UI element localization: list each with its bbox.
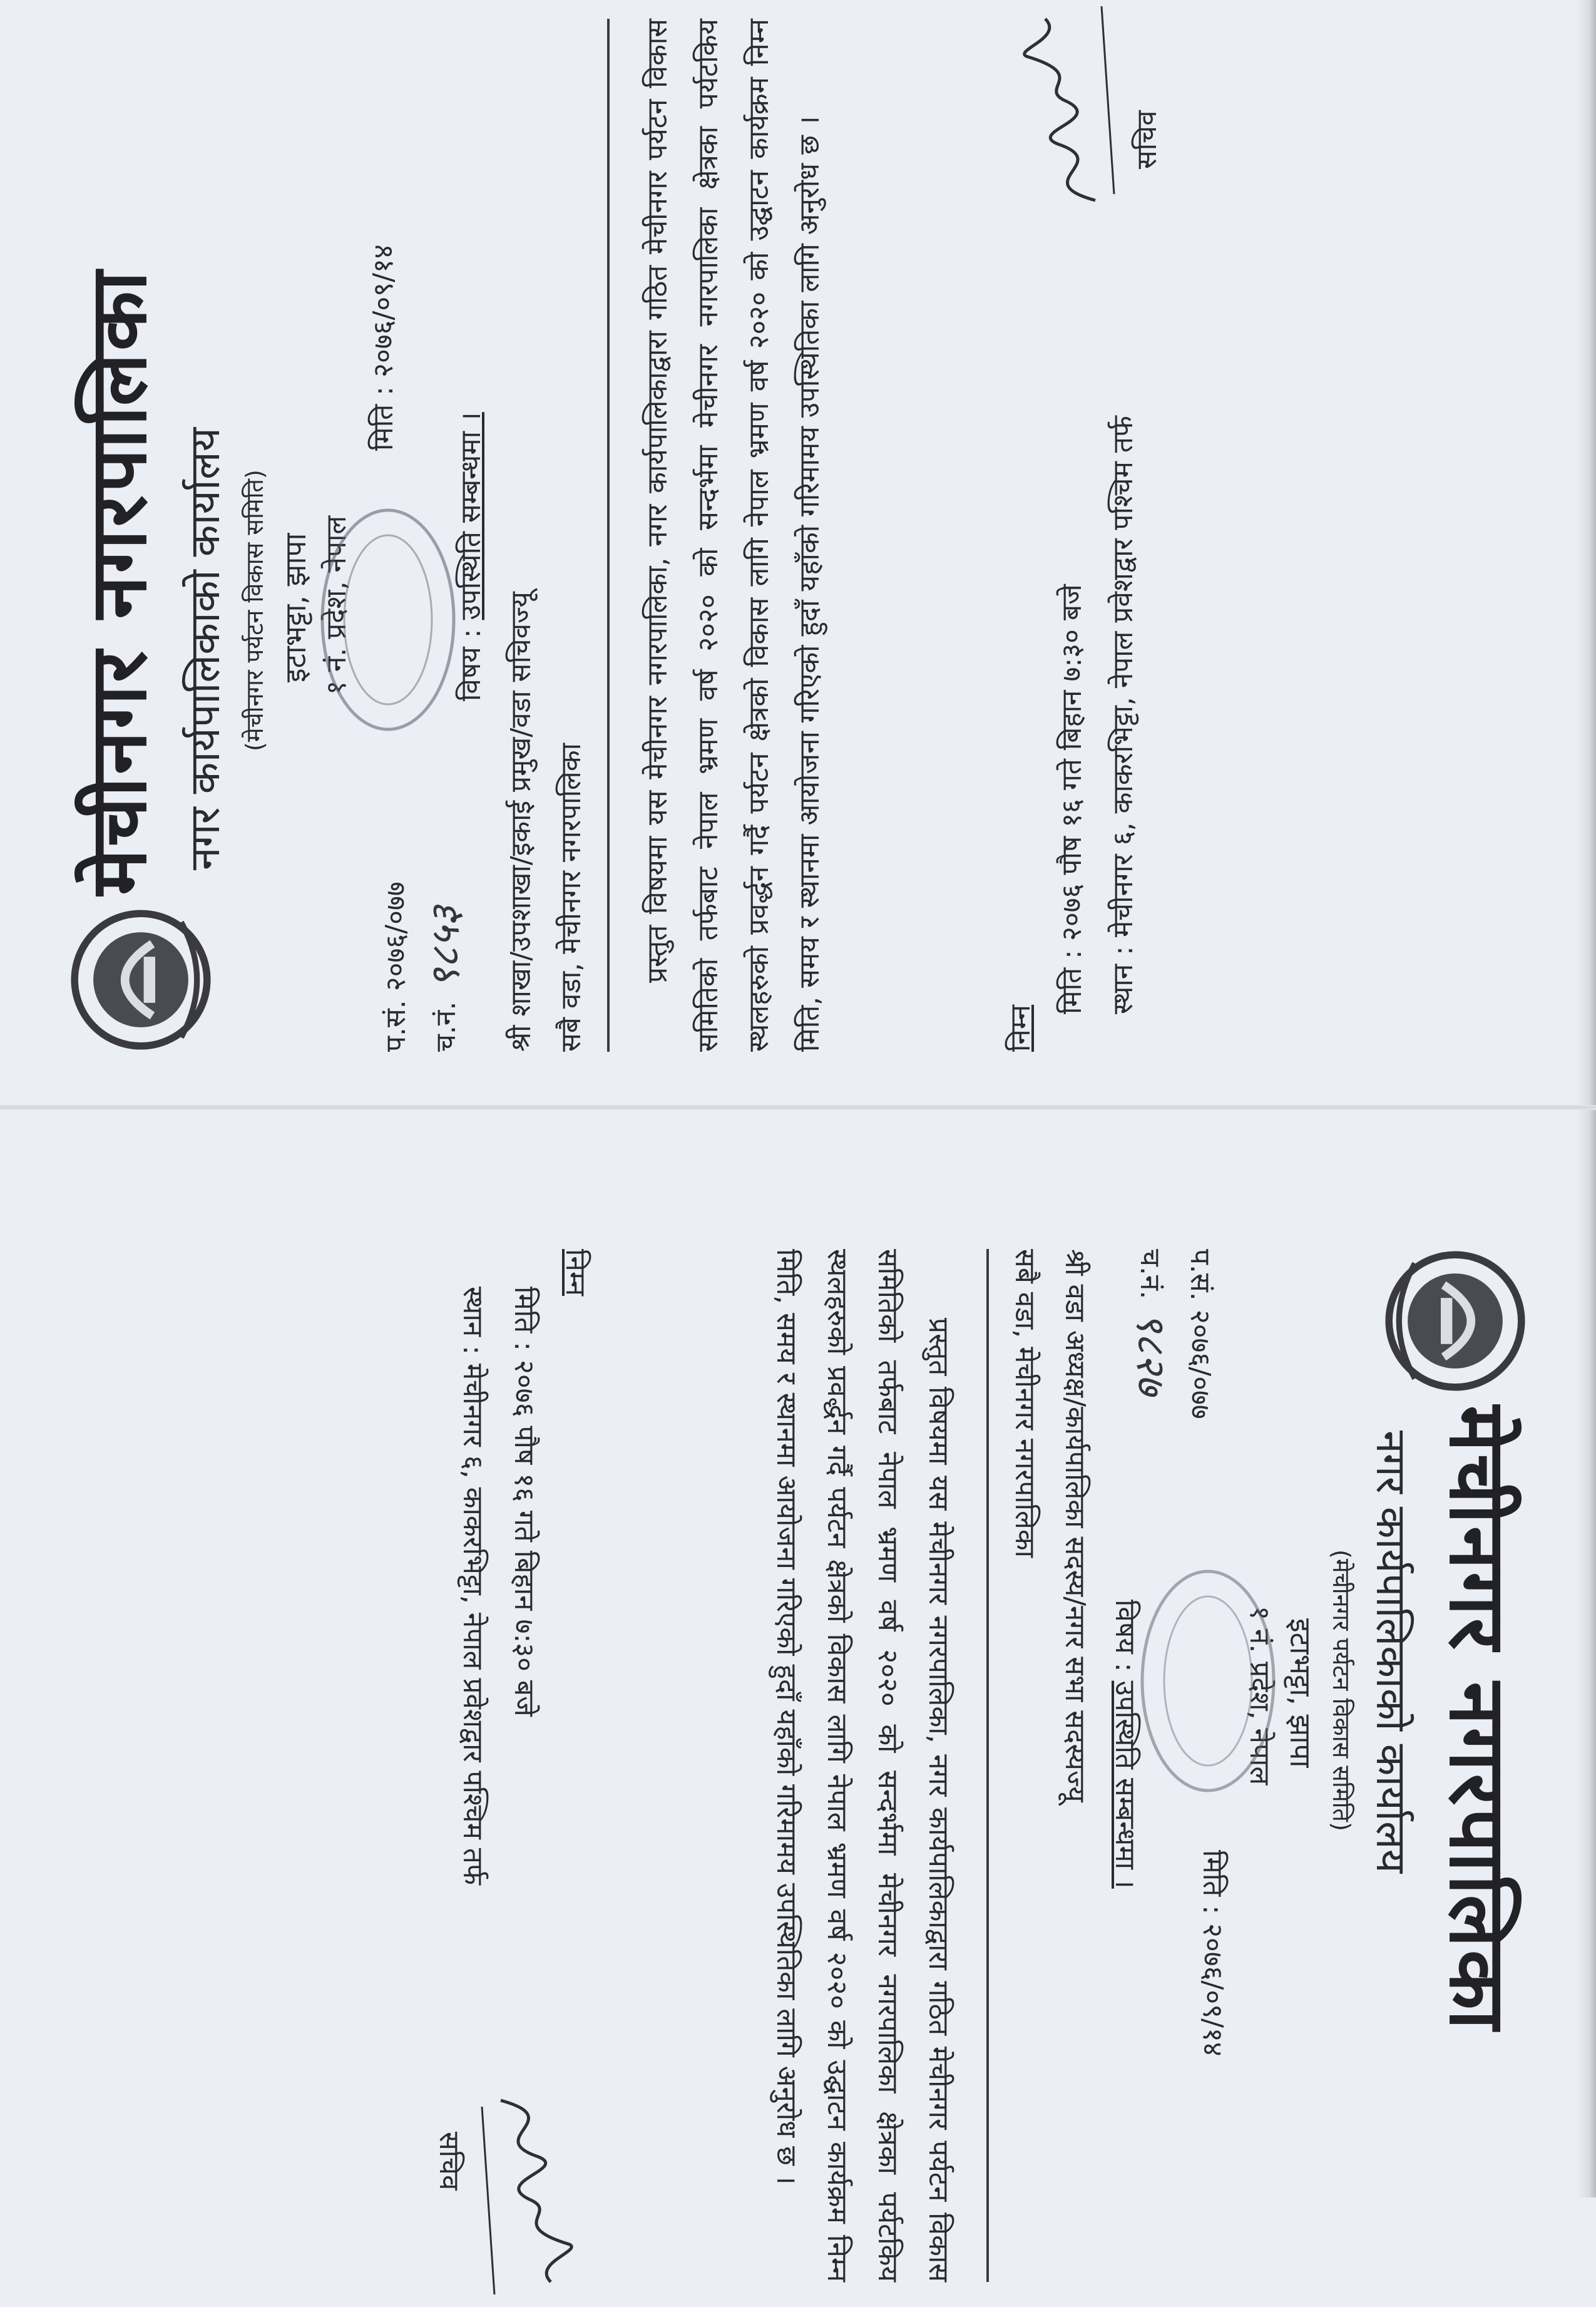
letter-date: मिति : २०७६/०९/१४ [367,244,399,451]
office-town: इटाभट्टा, झापा [279,533,312,682]
secretary-label: सचिव [433,2132,465,2191]
dispatch-number-handwritten: ९८२७ [1127,1312,1174,1395]
office-name: नगर कार्यपालिकाको कार्यालय [181,428,229,870]
committee-name: (मेचीनगर पर्यटन विकास समिति) [1327,1549,1355,1831]
letter-subject: विषय : उपस्थिति सम्बन्धमा । [455,412,487,701]
letter-upper [50,0,1571,1089]
letter-lower [25,1211,1546,2301]
event-date: मिति : २०७६ पौष १६ गते बिहान ७:३० बजे [508,1287,540,1717]
municipality-title: मेचीनगर नगरपालिका [1432,1405,1522,2032]
secretary-label: सचिव [1131,110,1163,169]
list-heading: निम्न [1005,1004,1036,1052]
divider [986,1249,989,2282]
office-province: १ नं. प्रदेश, नेपाल [1244,1606,1276,1785]
dispatch-number-label: च.नं. [430,1001,462,1052]
office-stamp-icon [313,501,463,739]
letter-date: मिति : २०७६/०९/१४ [1197,1850,1229,2057]
event-date: मिति : २०७६ पौष १६ गते बिहान ७:३० बजे [1056,584,1088,1014]
municipality-title: मेचीनगर नगरपालिका [74,269,164,895]
addressee-line-2: सबै वडा, मेचीनगर नगरपालिका [1009,1249,1041,1558]
list-heading: निम्न [560,1249,591,1297]
dispatch-number-label: च.नं. [1134,1249,1166,1300]
event-details [995,416,1149,1052]
addressee-line-1: श्री वडा अध्यक्ष/कार्यपालिका सदस्य/नगर सभा सदस्यज्यू [1059,1249,1091,1802]
reference-number: प.सं. २०७६/०७७ [1184,1249,1216,1419]
signature-icon [463,2082,607,2307]
municipality-emblem-icon [1383,1249,1527,1393]
event-place: स्थान : मेचीनगर ६, काकरभिट्टा, नेपाल प्रवेशद्वार पश्चिम तर्फ [1107,416,1139,1014]
event-place: स्थान : मेचीनगर ६, काकरभिट्टा, नेपाल प्रवेशद्वार पश्चिम तर्फ [457,1287,489,1885]
paper-fold [0,1105,1596,1110]
scan-edge [1577,0,1596,2197]
event-details [447,1249,601,1885]
letter-body: प्रस्तुत विषयमा यस मेचीनगर नगरपालिका, नगर कार्यपालिकाद्वारा गठित मेचीनगर पर्यटन विकास समितिको तर्फबाट नेपाल भ्रमण वर्ष २०२० को सन्दर्भमा मेचीनगर नगरपालिका क्षेत्रका पर्यटकिय स्थलहरुको प्रवर्द्धन गर्दै पर्यटन क्षेत्रको विकास लागि नेपाल भ्रमण वर्ष २०२० को उद्घाटन कार्यक्रम निम्न मिति, समय र स्थानमा आयोजना गरिएको हुदाँ यहाँको गरिमामय उपस्थितिका लागि अनुरोध छ । [770,1249,954,2282]
office-name: नगर कार्यपालिकाको कार्यालय [1367,1431,1415,1873]
office-town: इटाभट्टा, झापा [1284,1618,1317,1768]
addressee-line-2: सबै वडा, मेचीनगर नगरपालिका [555,742,587,1052]
committee-name: (मेचीनगर पर्यटन विकास समिति) [241,470,269,751]
office-province: १ नं. प्रदेश, नेपाल [320,515,352,695]
divider [607,19,610,1052]
addressee-line-1: श्री शाखा/उपशाखा/इकाई प्रमुख/वडा सचिवज्यू [505,592,537,1052]
office-stamp-icon [1133,1562,1283,1800]
reference-number: प.सं. २०७६/०७७ [380,881,412,1052]
letter-body: प्रस्तुत विषयमा यस मेचीनगर नगरपालिका, नगर कार्यपालिकाद्वारा गठित मेचीनगर पर्यटन विकास समितिको तर्फबाट नेपाल भ्रमण वर्ष २०२० को सन्दर्भमा मेचीनगर नगरपालिका क्षेत्रका पर्यटकिय स्थलहरुको प्रवर्द्धन गर्दै पर्यटन क्षेत्रको विकास लागि नेपाल भ्रमण वर्ष २०२० को उद्घाटन कार्यक्रम निम्न मिति, समय र स्थानमा आयोजना गरिएको हुदाँ यहाँको गरिमामय उपस्थितिका लागि अनुरोध छ । [642,19,826,1052]
dispatch-number-handwritten: ९८५३ [422,905,469,989]
signature-icon [989,0,1133,219]
letter-subject: विषय : उपस्थिति सम्बन्धमा । [1109,1600,1141,1889]
municipality-emblem-icon [69,908,213,1052]
